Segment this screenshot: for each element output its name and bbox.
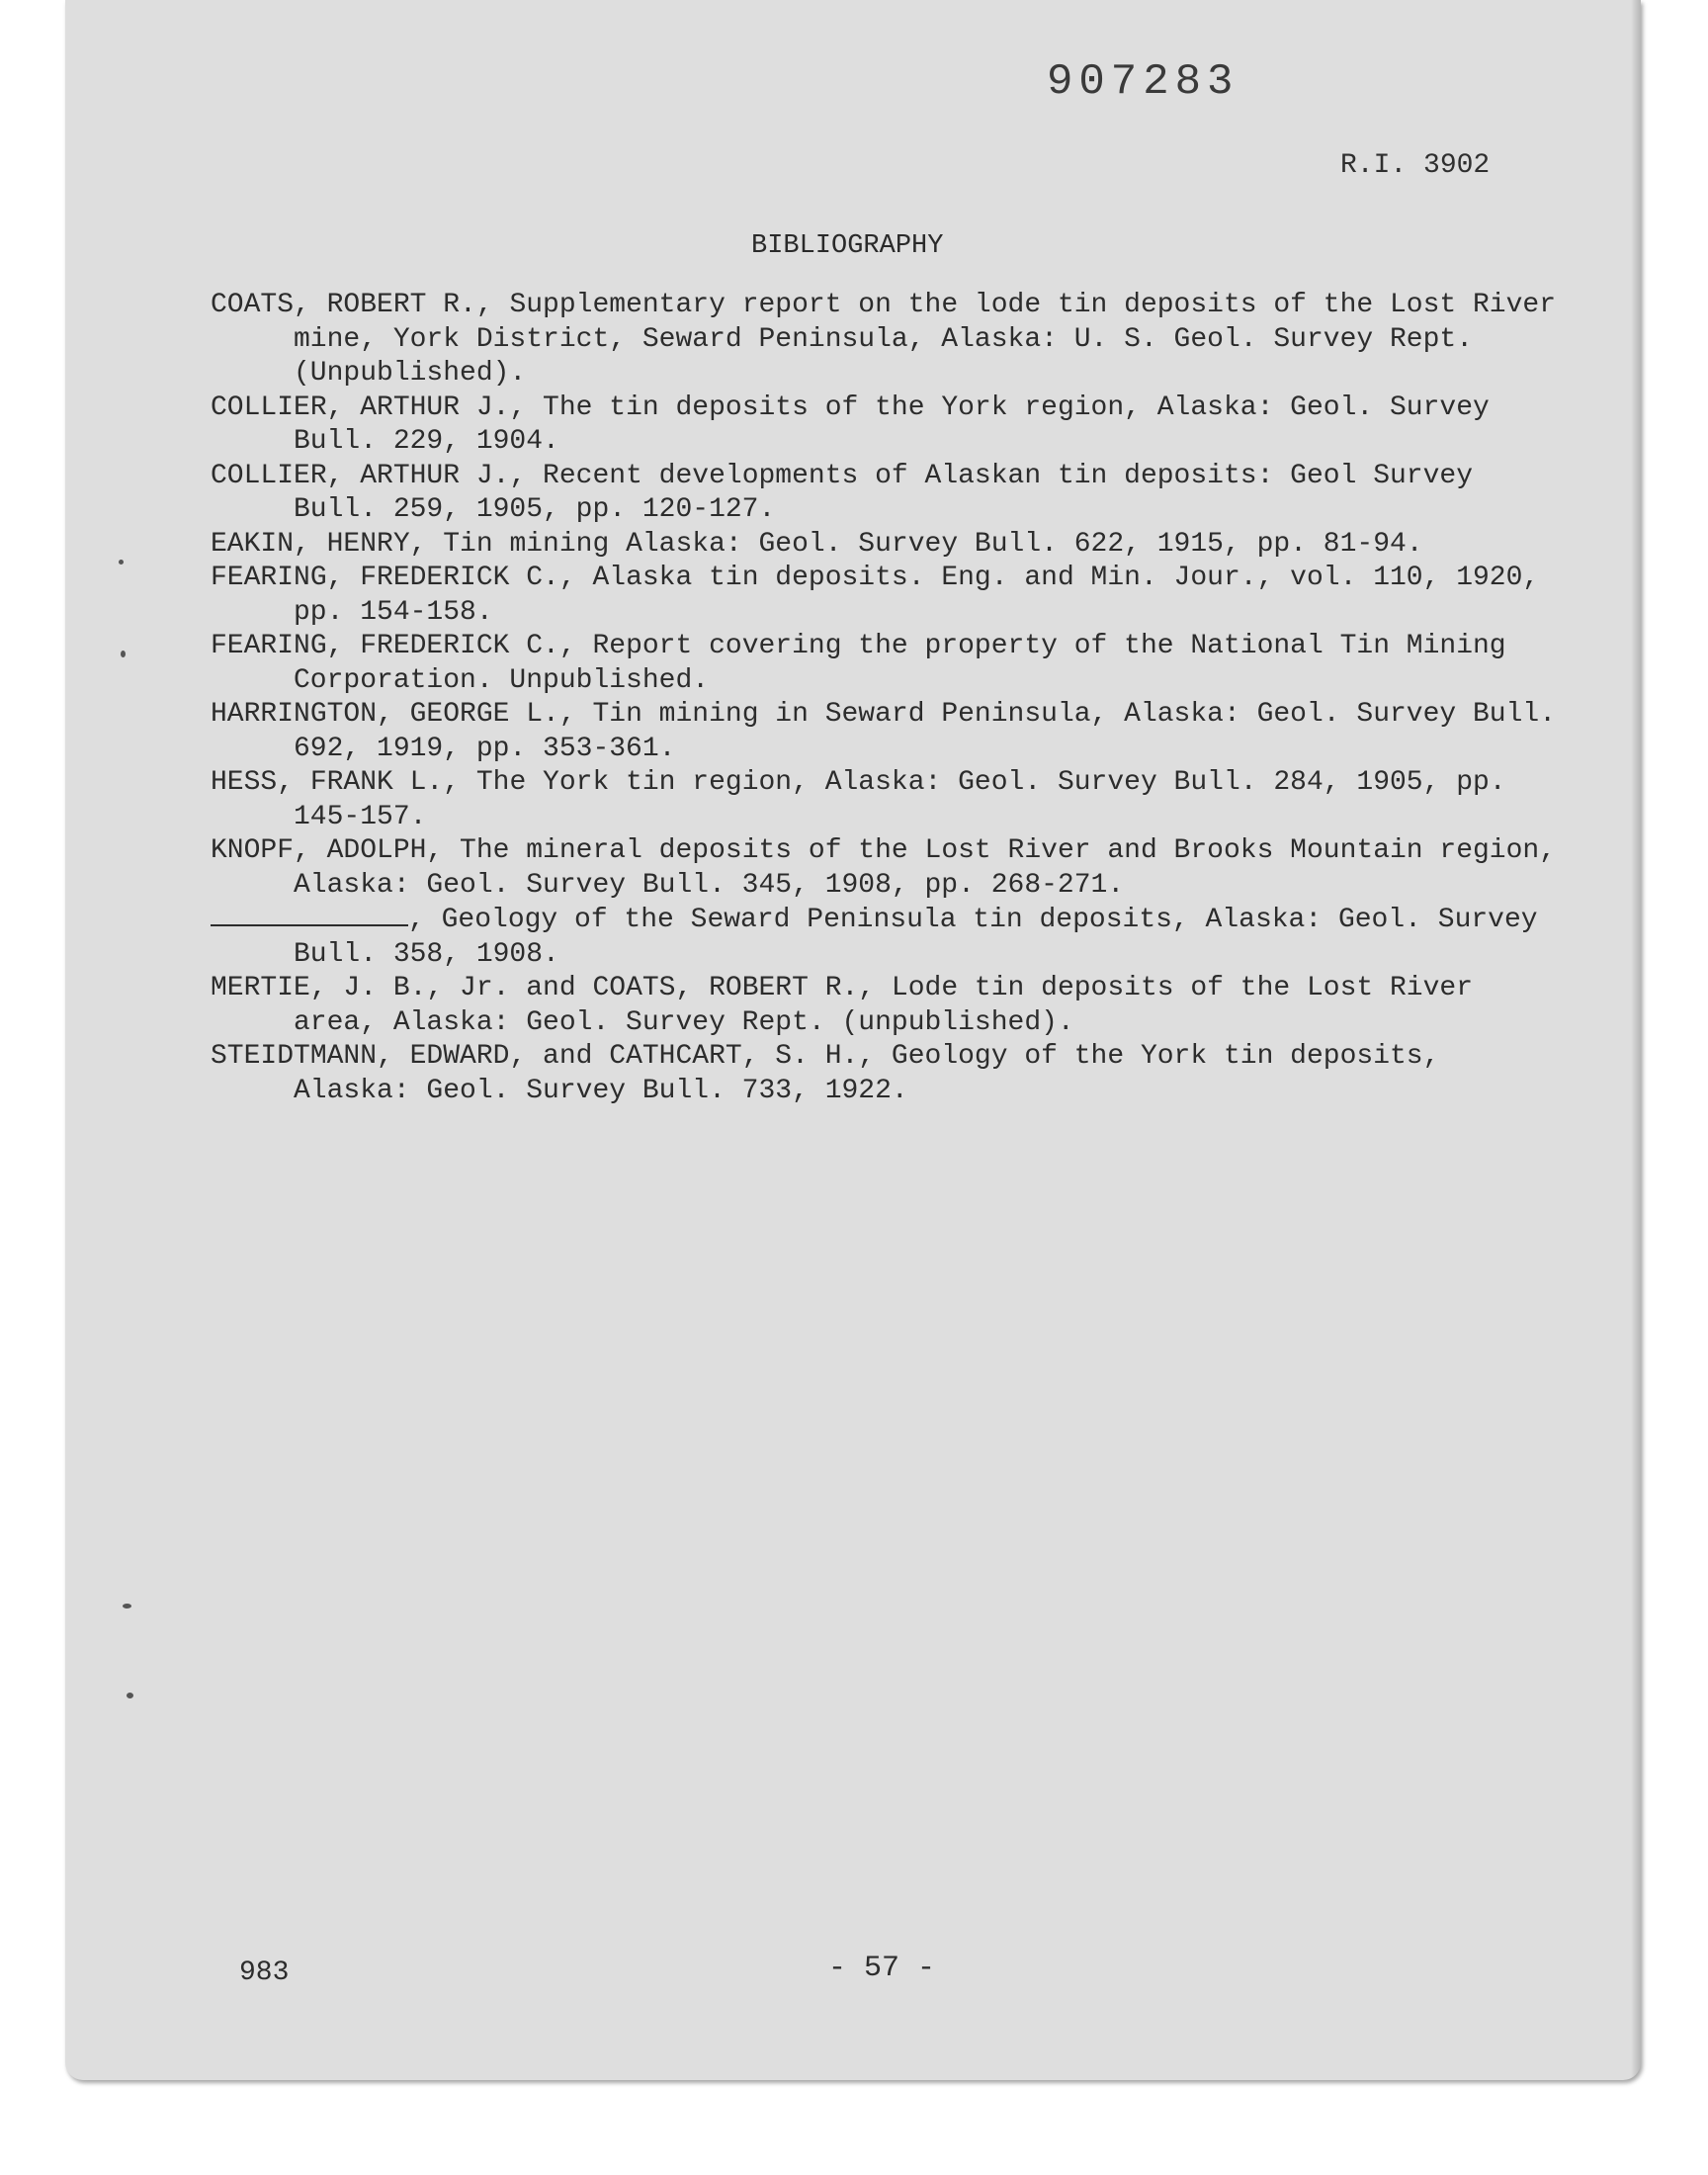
paper-speck — [123, 1604, 131, 1609]
report-id: R.I. 3902 — [1340, 150, 1491, 181]
bibliography-entry: STEIDTMANN, EDWARD, and CATHCART, S. H., Geology of the York tin deposits, Alaska: Geol. Survey Bull. 733, 1922. — [211, 1041, 1440, 1106]
paper-speck — [121, 651, 126, 657]
page-edge-shadow — [1631, 0, 1641, 2080]
page-number: - 57 - — [828, 1952, 936, 1985]
page-title: BIBLIOGRAPHY — [751, 231, 944, 261]
file-code: 983 — [239, 1958, 290, 1988]
document-number: 907283 — [1047, 57, 1239, 107]
bibliography-entry-ditto — [211, 903, 1565, 972]
bibliography-entry: COLLIER, ARTHUR J., The tin deposits of the York region, Alaska: Geol. Survey Bull. 229, 1904. — [211, 392, 1490, 457]
paper-speck — [127, 1693, 133, 1698]
bibliography-entry: HARRINGTON, GEORGE L., Tin mining in Seward Peninsula, Alaska: Geol. Survey Bull. 692, 1919, pp. 353-361. — [211, 699, 1557, 764]
bibliography-entry: COATS, ROBERT R., Supplementary report on the lode tin deposits of the Lost River mine, York District, Seward Peninsula, Alaska: U. S. Geol. Survey Rept. (Unpublished). — [211, 290, 1557, 389]
document-page — [65, 0, 1641, 2080]
bibliography-entry: HESS, FRANK L., The York tin region, Alaska: Geol. Survey Bull. 284, 1905, pp. 145-157. — [211, 767, 1506, 832]
bibliography-entry: FEARING, FREDERICK C., Alaska tin deposits. Eng. and Min. Jour., vol. 110, 1920, pp. 154-158. — [211, 563, 1540, 628]
bibliography-entry: KNOPF, ADOLPH, The mineral deposits of the Lost River and Brooks Mountain region, Alaska: Geol. Survey Bull. 345, 1908, pp. 268-271. — [211, 835, 1557, 901]
bibliography-list — [211, 289, 1565, 1108]
bibliography-entry: COLLIER, ARTHUR J., Recent developments of Alaskan tin deposits: Geol Survey Bull. 259, 1905, pp. 120-127. — [211, 460, 1474, 525]
bibliography-entry: MERTIE, J. B., Jr. and COATS, ROBERT R., Lode tin deposits of the Lost River area, Alaska: Geol. Survey Rept. (unpublished). — [211, 973, 1474, 1038]
bibliography-entry-text: , Geology of the Seward Peninsula tin deposits, Alaska: Geol. Survey Bull. 358, 1908. — [294, 905, 1538, 970]
bibliography-entry: FEARING, FREDERICK C., Report covering the property of the National Tin Mining Corporation. Unpublished. — [211, 631, 1506, 696]
ditto-rule — [211, 903, 408, 926]
paper-speck — [119, 560, 124, 565]
bibliography-entry: EAKIN, HENRY, Tin mining Alaska: Geol. Survey Bull. 622, 1915, pp. 81-94. — [211, 528, 1423, 560]
